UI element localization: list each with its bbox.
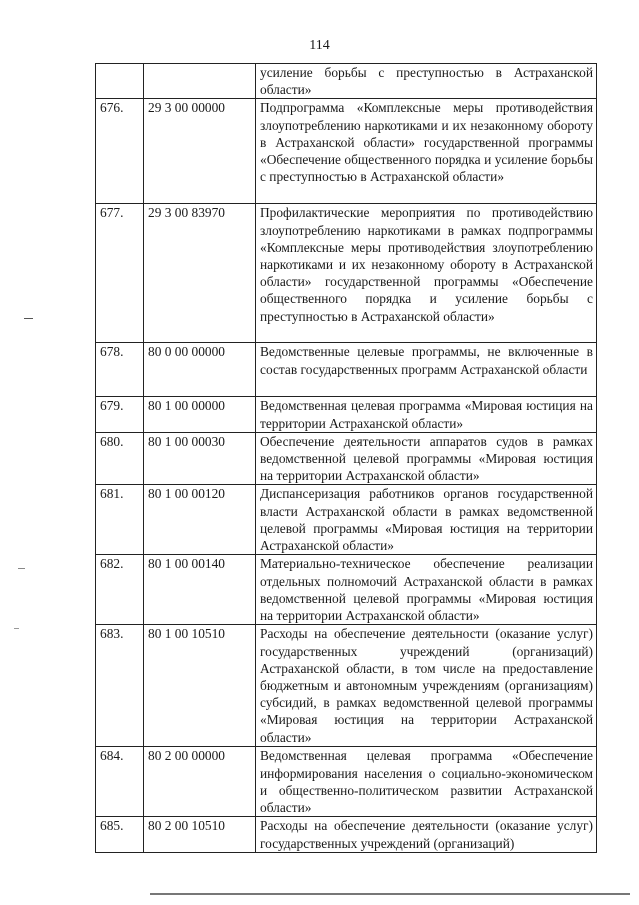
scan-edge-line — [150, 893, 630, 895]
row-name-cell: Диспансеризация работников органов государственной власти Астраханской области в рамках ведомственной целевой программы «Мировая юстиция на территории Астраханской области» — [256, 485, 597, 555]
row-name-cell: Расходы на обеспечение деятельности (оказание услуг) государственных учреждений (организаций) — [256, 817, 597, 853]
row-number-cell: 681. — [96, 485, 144, 555]
row-code-cell — [144, 64, 256, 99]
table-row — [96, 747, 597, 817]
table-row — [96, 817, 597, 853]
row-code-cell: 80 2 00 00000 — [144, 747, 256, 817]
row-name-cell: усиление борьбы с преступностью в Астраханской области» — [256, 64, 597, 99]
row-number-cell — [96, 64, 144, 99]
row-name-cell: Обеспечение деятельности аппаратов судов в рамках ведомственной целевой программы «Мировая юстиция на территории Астраханской области» — [256, 432, 597, 485]
row-code-cell: 29 3 00 83970 — [144, 204, 256, 343]
scan-mark — [14, 628, 19, 629]
row-number-cell: 685. — [96, 817, 144, 853]
table-row — [96, 555, 597, 625]
row-code-cell: 29 3 00 00000 — [144, 99, 256, 204]
table-row — [96, 397, 597, 432]
table-row — [96, 432, 597, 485]
row-code-cell: 80 1 00 00120 — [144, 485, 256, 555]
row-number-cell: 676. — [96, 99, 144, 204]
page-number: 114 — [309, 38, 330, 53]
row-code-cell: 80 1 00 00030 — [144, 432, 256, 485]
row-name-cell: Ведомственная целевая программа «Мировая юстиция на территории Астраханской области» — [256, 397, 597, 432]
table-row — [96, 99, 597, 204]
scan-mark — [24, 318, 33, 319]
row-name-cell: Подпрограмма «Комплексные меры противодействия злоупотреблению наркотиками и их незаконному обороту в Астраханской области» государственной программы «Обеспечение общественного порядка и усиление борьбы с преступностью в Астраханской области» — [256, 99, 597, 204]
table-row — [96, 485, 597, 555]
table-row — [96, 625, 597, 747]
row-code-cell: 80 1 00 00140 — [144, 555, 256, 625]
row-name-cell: Ведомственные целевые программы, не включенные в состав государственных программ Астраханской области — [256, 343, 597, 397]
row-number-cell: 680. — [96, 432, 144, 485]
row-code-cell: 80 2 00 10510 — [144, 817, 256, 853]
row-code-cell: 80 1 00 00000 — [144, 397, 256, 432]
table-row — [96, 343, 597, 397]
row-number-cell: 683. — [96, 625, 144, 747]
scan-mark — [18, 568, 25, 569]
row-name-cell: Материально-техническое обеспечение реализации отдельных полномочий Астраханской области в рамках ведомственной целевой программы «Мировая юстиция на территории Астраханской области» — [256, 555, 597, 625]
row-name-cell: Профилактические мероприятия по противодействию злоупотреблению наркотиками в рамках подпрограммы «Комплексные меры противодействия злоупотреблению наркотиками и их незаконному обороту в Астраханской области» государственной программы «Обеспечение общественного порядка и усиление борьбы с преступностью в Астраханской области» — [256, 204, 597, 343]
table-row — [96, 64, 597, 99]
row-code-cell: 80 0 00 00000 — [144, 343, 256, 397]
row-code-cell: 80 1 00 10510 — [144, 625, 256, 747]
row-name-cell: Ведомственная целевая программа «Обеспечение информирования населения о социально-экономическом и общественно-политическом развитии Астраханской области» — [256, 747, 597, 817]
row-name-cell: Расходы на обеспечение деятельности (оказание услуг) государственных учреждений (организаций) Астраханской области, в том числе на предоставление бюджетным и автономным учреждениям (организациям) субсидий, в рамках ведомственной целевой программы «Мировая юстиция на территории Астраханской области» — [256, 625, 597, 747]
row-number-cell: 678. — [96, 343, 144, 397]
table-row — [96, 204, 597, 343]
row-number-cell: 679. — [96, 397, 144, 432]
row-number-cell: 682. — [96, 555, 144, 625]
budget-classification-table — [95, 63, 597, 853]
row-number-cell: 684. — [96, 747, 144, 817]
row-number-cell: 677. — [96, 204, 144, 343]
